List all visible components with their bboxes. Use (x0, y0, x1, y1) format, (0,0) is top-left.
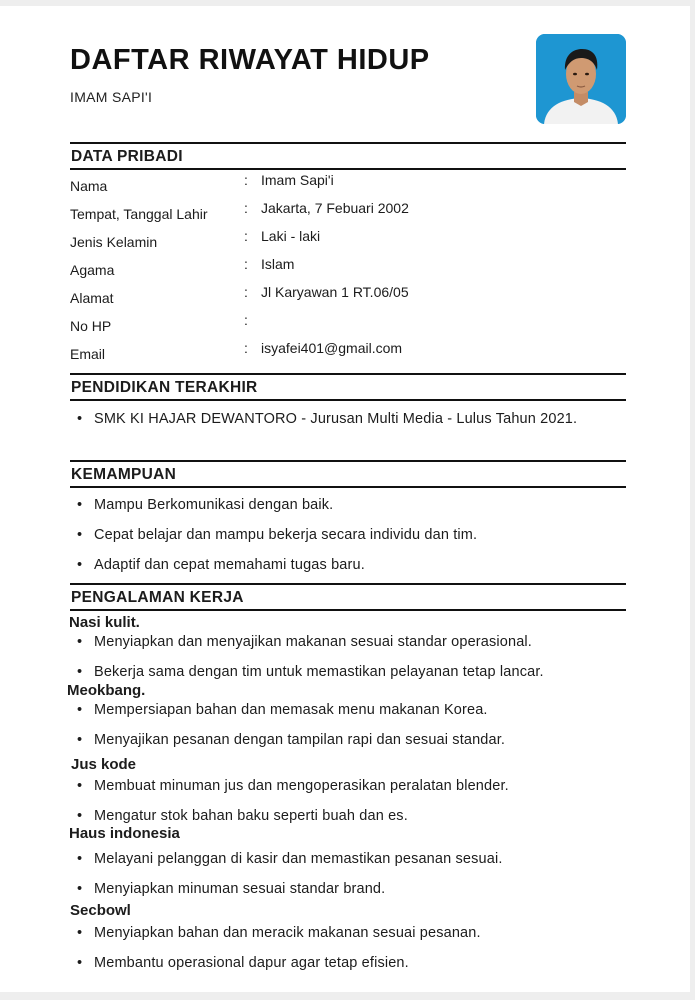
field-colon: : (244, 312, 248, 328)
field-label: Agama (70, 262, 115, 278)
document-title: DAFTAR RIWAYAT HIDUP (70, 44, 430, 76)
bullet-icon: • (77, 497, 83, 513)
list-item-education (77, 408, 622, 454)
field-row-address (70, 284, 626, 304)
job-title: Meokbang. (67, 682, 146, 699)
bullet-icon: • (77, 411, 83, 427)
bullet-icon: • (77, 851, 83, 867)
field-label: Nama (70, 178, 108, 194)
field-colon: : (244, 284, 248, 300)
field-colon: : (244, 228, 248, 244)
section-experience (70, 583, 626, 611)
field-colon: : (244, 340, 248, 356)
education-text: SMK KI HAJAR DEWANTORO - Jurusan Multi Media - Lulus Tahun 2021. (94, 411, 578, 427)
duty-text: Menyiapkan bahan dan meracik makanan sesuai pesanan. (94, 925, 481, 941)
field-label: No HP (70, 318, 112, 334)
section-heading: DATA PRIBADI (71, 148, 183, 165)
job-title: Haus indonesia (69, 825, 180, 842)
field-colon: : (244, 172, 248, 188)
field-value: Laki - laki (261, 228, 321, 244)
duty-text: Menyajikan pesanan dengan tampilan rapi dan sesuai standar. (94, 732, 506, 748)
bullet-icon: • (77, 808, 83, 824)
bullet-icon: • (77, 557, 83, 573)
duty-text: Menyiapkan dan menyajikan makanan sesuai standar operasional. (94, 634, 532, 650)
bullet-icon: • (77, 732, 83, 748)
section-heading: PENGALAMAN KERJA (71, 589, 244, 606)
field-label: Tempat, Tanggal Lahir (70, 206, 208, 222)
field-row-name (70, 172, 626, 192)
bullet-icon: • (77, 634, 83, 650)
field-value: Jl Karyawan 1 RT.06/05 (261, 284, 409, 300)
field-label: Email (70, 346, 106, 362)
duty-text: Menyiapkan minuman sesuai standar brand. (94, 881, 386, 897)
bullet-icon: • (77, 702, 83, 718)
field-value: isyafei401@gmail.com (261, 340, 403, 356)
field-label: Jenis Kelamin (70, 234, 158, 250)
skill-text: Adaptif dan cepat memahami tugas baru. (94, 557, 365, 573)
duty-text: Mengatur stok bahan baku seperti buah dan es. (94, 808, 408, 824)
field-colon: : (244, 200, 248, 216)
bullet-icon: • (77, 778, 83, 794)
applicant-name: IMAM SAPI'I (70, 89, 153, 105)
job-title: Nasi kulit. (69, 614, 140, 631)
duty-text: Melayani pelanggan di kasir dan memastikan pesanan sesuai. (94, 851, 503, 867)
field-value: Jakarta, 7 Febuari 2002 (261, 200, 409, 216)
section-education (70, 373, 626, 401)
bullet-icon: • (77, 925, 83, 941)
field-row-gender (70, 228, 626, 248)
profile-photo (536, 34, 626, 124)
field-colon: : (244, 256, 248, 272)
bullet-icon: • (77, 664, 83, 680)
job-title: Jus kode (71, 756, 137, 773)
field-row-religion (70, 256, 626, 276)
skill-text: Mampu Berkomunikasi dengan baik. (94, 497, 334, 513)
section-skills (70, 460, 626, 488)
skill-text: Cepat belajar dan mampu bekerja secara individu dan tim. (94, 527, 478, 543)
bullet-icon: • (77, 881, 83, 897)
person-photo-icon (536, 34, 626, 124)
field-row-email (70, 340, 626, 360)
field-value: Imam Sapi'i (261, 172, 334, 188)
section-heading: KEMAMPUAN (71, 466, 177, 483)
section-personal-data (70, 142, 626, 170)
field-label: Alamat (70, 290, 114, 306)
duty-text: Membantu operasional dapur agar tetap efisien. (94, 955, 409, 971)
bullet-icon: • (77, 527, 83, 543)
duty-text: Mempersiapan bahan dan memasak menu makanan Korea. (94, 702, 488, 718)
duty-text: Membuat minuman jus dan mengoperasikan peralatan blender. (94, 778, 509, 794)
field-row-birth (70, 200, 626, 220)
field-value: Islam (261, 256, 295, 272)
job-title: Secbowl (70, 902, 131, 919)
bullet-icon: • (77, 955, 83, 971)
field-row-phone (70, 312, 626, 332)
section-heading: PENDIDIKAN TERAKHIR (71, 379, 258, 396)
duty-text: Bekerja sama dengan tim untuk memastikan pelayanan tetap lancar. (94, 664, 544, 680)
